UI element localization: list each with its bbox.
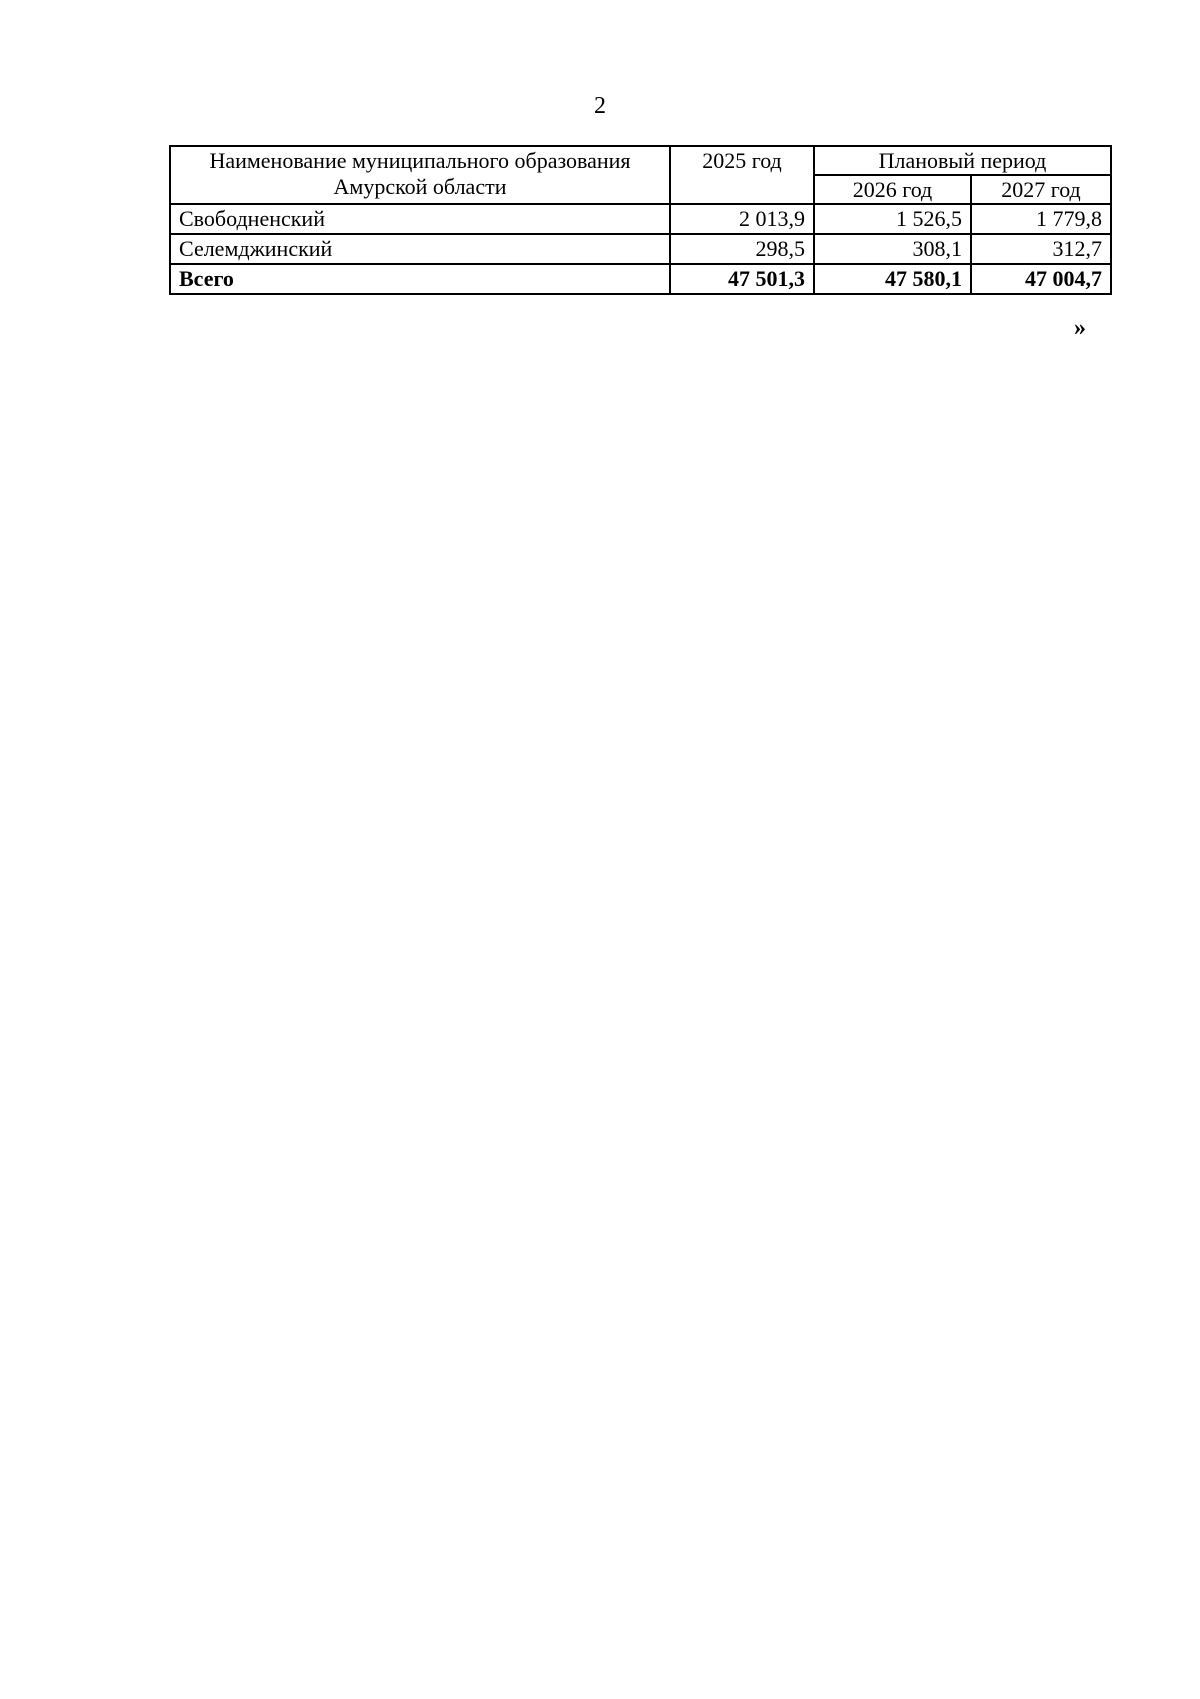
row-value-2025: 298,5 [670,234,814,264]
table-row [170,204,1111,234]
row-value-2026: 1 526,5 [814,204,971,234]
row-value-2026: 308,1 [814,234,971,264]
header-year-2026: 2026 год [814,175,971,204]
header-year-2027: 2027 год [971,175,1111,204]
header-year-2025: 2025 год [670,146,814,204]
row-municipality-name: Селемджинский [170,234,670,264]
row-municipality-name: Свободненский [170,204,670,234]
row-value-2027: 1 779,8 [971,204,1111,234]
row-value-2025: 2 013,9 [670,204,814,234]
table-row [170,234,1111,264]
total-value-2026: 47 580,1 [814,264,971,294]
header-municipality: Наименование муниципального образования Амурской области [170,146,670,204]
row-value-2027: 312,7 [971,234,1111,264]
closing-quote-mark: » [1074,315,1086,341]
header-planned-period: Плановый период [814,146,1111,175]
page-number: 2 [594,93,606,119]
total-value-2027: 47 004,7 [971,264,1111,294]
total-row [170,264,1111,294]
allocation-table [169,145,1112,295]
total-label: Всего [170,264,670,294]
total-value-2025: 47 501,3 [670,264,814,294]
